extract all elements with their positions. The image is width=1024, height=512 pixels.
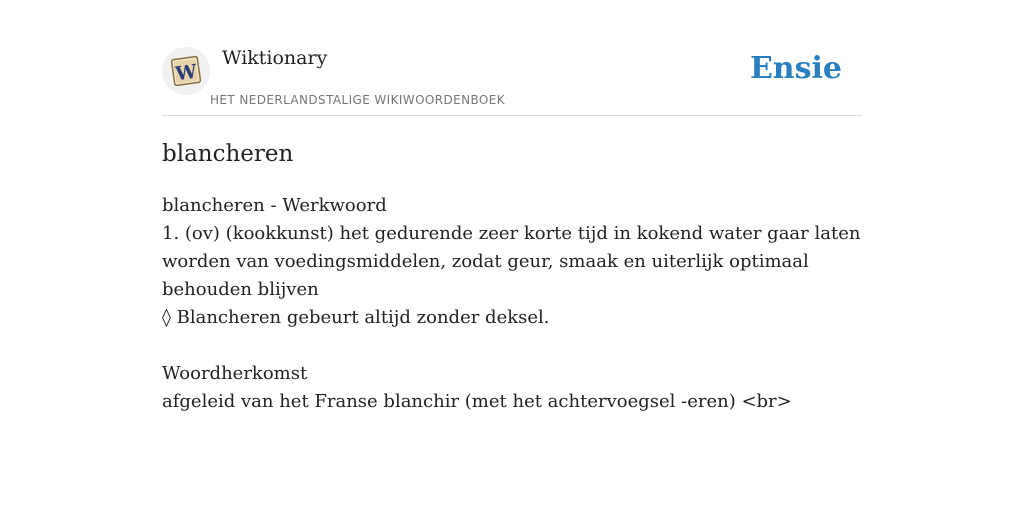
entry-content <box>162 192 862 416</box>
site-title-link[interactable]: Wiktionary <box>222 47 328 69</box>
example-sentence: ◊ Blancheren gebeurt altijd zonder deksel. <box>162 307 550 328</box>
definition-text: 1. (ov) (kookkunst) het gedurende zeer korte tijd in kokend water gaar laten worden van voedingsmiddelen, zodat geur, smaak en uiterlijk optimaal behouden blijven <box>162 223 861 300</box>
site-subtitle: HET NEDERLANDSTALIGE WIKIWOORDENBOEK <box>210 93 506 107</box>
svg-text:W: W <box>174 60 199 86</box>
header <box>162 0 862 116</box>
wiktionary-logo-icon[interactable] <box>162 47 210 95</box>
entry-title: blancheren <box>162 141 294 167</box>
etymology-text: afgeleid van het Franse blanchir (met het achtervoegsel -eren) <br> <box>162 391 792 412</box>
page <box>162 0 862 512</box>
spacer <box>162 332 862 360</box>
etymology-heading: Woordherkomst <box>162 363 308 384</box>
ensie-brand-link[interactable]: Ensie <box>749 51 842 86</box>
word-class-line: blancheren - Werkwoord <box>162 195 387 216</box>
